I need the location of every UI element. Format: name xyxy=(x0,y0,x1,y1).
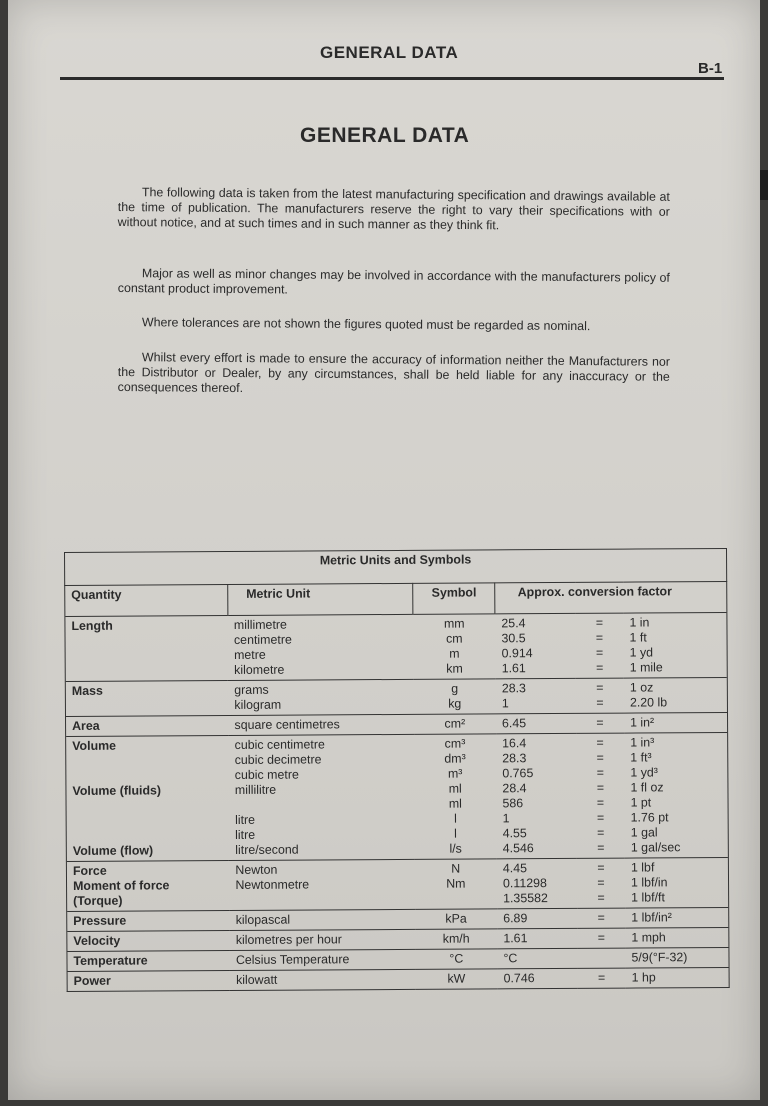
page-number: B-1 xyxy=(698,60,723,77)
imperial-unit-line: 1 lbf/ft xyxy=(631,890,665,905)
metric-unit-cell xyxy=(228,679,413,715)
symbol-line: kg xyxy=(448,696,462,711)
conversion-value-cell xyxy=(497,858,577,908)
metric-unit-cell xyxy=(230,929,415,950)
metric-unit-line: cubic metre xyxy=(234,767,299,782)
imperial-unit-line: 1 ft xyxy=(629,630,647,645)
equals-line: = xyxy=(597,825,605,840)
metric-unit-line: kilogram xyxy=(234,697,282,712)
metric-unit-line: metre xyxy=(234,647,266,662)
imperial-unit-line: 1 hp xyxy=(631,970,656,985)
quantity-line: Pressure xyxy=(73,913,127,928)
imperial-unit-line: 1.76 pt xyxy=(630,810,669,825)
symbol-line: ml xyxy=(448,796,462,811)
metric-unit-line: cubic centimetre xyxy=(234,737,325,752)
paragraph-intro: The following data is taken from the latest manufacturing specification and drawings available at the time of publication. The manufacturers reserve the right to vary their specifications with or without notice, and at such times and in such manner as they think fit. xyxy=(117,185,670,233)
quantity-line xyxy=(73,798,224,814)
equals-line: = xyxy=(596,765,605,780)
equals-line: = xyxy=(596,660,604,675)
symbol-line: ml xyxy=(448,781,462,796)
quantity-cell xyxy=(65,680,228,716)
imperial-unit-cell xyxy=(624,732,728,858)
conversion-value-line: 586 xyxy=(502,796,524,811)
imperial-unit-cell xyxy=(625,907,729,928)
symbol-line: m³ xyxy=(447,766,463,781)
quantity-cell xyxy=(66,735,230,861)
equals-line: = xyxy=(595,615,604,630)
symbol-cell xyxy=(415,909,497,930)
imperial-unit-line: 1 yd³ xyxy=(630,765,658,780)
conversion-value-line: 28.4 xyxy=(502,781,527,796)
conversion-value-cell xyxy=(496,713,576,733)
conversion-value-line: 0.11298 xyxy=(502,876,547,891)
header-symbol: Symbol xyxy=(413,583,496,615)
imperial-unit-line: 1 in² xyxy=(630,715,655,730)
equals-line: = xyxy=(597,930,606,945)
paragraph-liability: Whilst every effort is made to ensure the accuracy of information neither the Manufacturers nor the Distributor or Dealer, by any circumstances, shall be held liable for any inaccuracy or the consequences thereof. xyxy=(117,350,670,396)
equals-cell xyxy=(576,733,625,858)
imperial-unit-line: 1 oz xyxy=(629,680,654,695)
imperial-unit-line: 1 in xyxy=(629,615,650,630)
conversion-value-cell xyxy=(497,948,577,968)
quantity-line: Mass xyxy=(71,683,103,698)
symbol-cell xyxy=(415,949,497,970)
quantity-line xyxy=(72,648,223,664)
imperial-unit-line: 1 fl oz xyxy=(630,780,664,795)
quantity-cell xyxy=(67,910,230,931)
imperial-unit-line: 1 lbf/in xyxy=(630,875,668,890)
symbol-line: g xyxy=(451,681,459,696)
table-row xyxy=(65,677,727,716)
header-metric-unit: Metric Unit xyxy=(228,583,413,615)
metric-unit-line: grams xyxy=(234,682,269,697)
metric-unit-line: millimetre xyxy=(233,617,287,632)
symbol-cell xyxy=(415,929,497,950)
symbol-line: km xyxy=(446,661,463,676)
metric-units-table xyxy=(64,548,730,992)
quantity-line: Power xyxy=(73,973,111,988)
conversion-value-line: 4.546 xyxy=(502,841,534,856)
equals-line: = xyxy=(597,875,605,890)
equals-cell xyxy=(578,968,626,988)
quantity-cell xyxy=(66,860,229,911)
quantity-line: Length xyxy=(71,618,113,633)
conversion-value-line: 28.3 xyxy=(502,751,527,766)
page-title: GENERAL DATA xyxy=(300,124,470,147)
quantity-line: Force xyxy=(72,863,107,878)
conversion-value-line: 0.914 xyxy=(501,646,533,661)
metric-unit-line xyxy=(236,892,409,908)
symbol-cell xyxy=(414,714,496,735)
metric-unit-line: litre xyxy=(235,827,256,842)
metric-unit-line: millilitre xyxy=(234,782,277,797)
symbol-line: cm xyxy=(446,631,463,646)
header-rule xyxy=(60,77,724,80)
conversion-value-cell xyxy=(496,678,576,713)
paragraph-tolerances: Where tolerances are not shown the figures quoted must be regarded as nominal. xyxy=(141,315,591,334)
conversion-value-cell xyxy=(498,968,578,988)
imperial-unit-cell xyxy=(625,947,729,968)
table-caption-row xyxy=(65,548,727,585)
conversion-value-line: 16.4 xyxy=(502,736,527,751)
table-row xyxy=(66,857,728,911)
conversion-value-line: 1.35582 xyxy=(503,891,548,906)
symbol-line xyxy=(421,891,491,906)
quantity-line: Volume (flow) xyxy=(72,843,154,858)
symbol-line: km/h xyxy=(442,931,470,946)
imperial-unit-line: 1 lbf xyxy=(630,860,655,875)
conversion-value-line: 4.55 xyxy=(502,826,527,841)
imperial-unit-line: 1 lbf/in² xyxy=(631,910,672,925)
metric-unit-line xyxy=(235,797,408,813)
metric-unit-line: kilowatt xyxy=(235,972,278,987)
imperial-unit-cell xyxy=(623,612,727,678)
symbol-line: N xyxy=(451,861,461,876)
equals-cell xyxy=(576,678,624,713)
metric-unit-line: kilopascal xyxy=(235,912,291,927)
equals-cell xyxy=(575,613,623,678)
equals-line: = xyxy=(597,840,605,855)
paragraph-changes: Major as well as minor changes may be involved in accordance with the manufacturers policy of constant product improvement. xyxy=(117,266,670,297)
quantity-line xyxy=(72,663,223,679)
conversion-value-line: 25.4 xyxy=(501,616,526,631)
quantity-line xyxy=(72,753,223,769)
equals-line: = xyxy=(596,810,605,825)
imperial-unit-cell xyxy=(625,927,729,948)
metric-unit-cell xyxy=(228,714,413,735)
symbol-line: kW xyxy=(447,971,466,986)
metric-unit-line: kilometre xyxy=(234,662,285,677)
conversion-value-cell xyxy=(497,928,577,948)
quantity-cell xyxy=(66,715,229,736)
metric-unit-cell xyxy=(230,969,415,990)
equals-cell xyxy=(577,858,625,908)
imperial-unit-cell xyxy=(624,712,728,733)
quantity-line xyxy=(72,633,223,649)
quantity-line: Volume xyxy=(72,738,117,753)
symbol-line: l xyxy=(453,811,457,826)
metric-unit-cell xyxy=(228,614,414,680)
metric-unit-cell xyxy=(229,859,415,910)
quantity-line xyxy=(73,828,224,844)
metric-unit-line: Newtonmetre xyxy=(235,877,310,892)
equals-line: = xyxy=(596,795,605,810)
conversion-value-line: 28.3 xyxy=(501,681,526,696)
conversion-value-cell xyxy=(497,908,577,928)
quantity-line: Moment of force xyxy=(72,878,170,893)
symbol-line: mm xyxy=(443,616,465,631)
table-row xyxy=(65,612,727,681)
imperial-unit-line: 1 pt xyxy=(630,795,652,810)
conversion-value-line: 0.746 xyxy=(503,971,535,986)
conversion-value-cell xyxy=(496,733,577,858)
quantity-line: Volume (fluids) xyxy=(72,783,162,798)
equals-line: = xyxy=(596,780,605,795)
symbol-line: m xyxy=(449,646,460,661)
running-header-title: GENERAL DATA xyxy=(320,43,459,62)
conversion-value-line: 1 xyxy=(502,811,510,826)
header-quantity: Quantity xyxy=(65,585,228,617)
quantity-line xyxy=(73,813,224,829)
equals-line: = xyxy=(597,890,605,905)
quantity-line: Temperature xyxy=(73,953,148,968)
metric-unit-cell xyxy=(230,949,415,970)
document-page xyxy=(8,0,760,1100)
quantity-cell xyxy=(67,930,230,951)
metric-unit-line: litre xyxy=(235,812,256,827)
equals-line: = xyxy=(596,735,604,750)
metric-unit-line: litre/second xyxy=(235,842,299,857)
conversion-value-line: 0.765 xyxy=(502,766,534,781)
conversion-value-cell xyxy=(495,613,575,678)
equals-line: = xyxy=(596,715,604,730)
conversion-value-line: 30.5 xyxy=(501,631,526,646)
metric-unit-line: kilometres per hour xyxy=(235,932,342,947)
quantity-line: (Torque) xyxy=(73,893,123,908)
symbol-line: cm² xyxy=(444,716,466,731)
equals-cell xyxy=(577,948,625,968)
header-conversion-factor: Approx. conversion factor xyxy=(495,581,727,613)
quantity-line: Area xyxy=(72,718,100,733)
imperial-unit-line: 1 gal xyxy=(630,825,658,840)
section-tab-marker xyxy=(760,170,768,200)
quantity-line: Velocity xyxy=(73,933,121,948)
quantity-cell xyxy=(67,970,230,991)
quantity-cell xyxy=(65,616,228,682)
conversion-value-line: 1.61 xyxy=(501,661,526,676)
table-caption: Metric Units and Symbols xyxy=(65,548,727,585)
symbol-cell xyxy=(413,614,496,680)
conversion-value-line: 6.89 xyxy=(503,911,528,926)
symbol-cell xyxy=(415,859,498,910)
equals-cell xyxy=(576,713,624,733)
imperial-unit-line: 1 yd xyxy=(629,645,654,660)
imperial-unit-line: 1 mile xyxy=(629,660,663,675)
equals-line: = xyxy=(595,630,604,645)
equals-line: = xyxy=(596,695,604,710)
table-row xyxy=(66,732,729,861)
conversion-value-line: °C xyxy=(503,951,518,966)
symbol-line: l/s xyxy=(449,841,462,856)
equals-line: = xyxy=(595,645,604,660)
imperial-unit-line: 1 in³ xyxy=(630,735,655,750)
symbol-line: dm³ xyxy=(444,751,466,766)
equals-line: = xyxy=(596,680,604,695)
metric-unit-line: Newton xyxy=(235,862,278,877)
equals-line: = xyxy=(596,750,604,765)
symbol-line: Nm xyxy=(446,876,466,891)
equals-line: = xyxy=(597,970,606,985)
conversion-value-line: 4.45 xyxy=(502,861,528,876)
imperial-unit-line: 5/9(°F-32) xyxy=(631,950,688,965)
imperial-unit-cell xyxy=(626,967,730,988)
symbol-line: °C xyxy=(449,951,464,966)
imperial-unit-line: 1 gal/sec xyxy=(630,840,681,855)
imperial-unit-cell xyxy=(625,857,729,908)
metric-unit-line: centimetre xyxy=(233,632,292,647)
conversion-value-line: 1.61 xyxy=(503,931,528,946)
equals-cell xyxy=(577,928,625,948)
imperial-unit-cell xyxy=(624,677,728,713)
symbol-cell xyxy=(414,734,497,860)
conversion-value-line: 1 xyxy=(501,696,509,711)
imperial-unit-line: 1 ft³ xyxy=(630,750,652,765)
symbol-line: l xyxy=(454,826,457,841)
equals-line: = xyxy=(597,860,605,875)
metric-unit-cell xyxy=(229,734,415,860)
symbol-line: cm³ xyxy=(444,736,466,751)
metric-unit-line: Celsius Temperature xyxy=(235,952,350,967)
metric-unit-cell xyxy=(230,909,415,930)
metric-unit-line: square centimetres xyxy=(234,717,340,732)
quantity-cell xyxy=(67,950,230,971)
quantity-line xyxy=(72,698,223,714)
table-row xyxy=(67,967,729,991)
imperial-unit-line: 1 mph xyxy=(631,930,666,945)
table-header-row xyxy=(65,581,727,616)
conversion-value-line: 6.45 xyxy=(501,716,527,731)
symbol-cell xyxy=(415,969,497,990)
metric-unit-line: cubic decimetre xyxy=(234,752,322,767)
quantity-line xyxy=(72,768,223,784)
equals-cell xyxy=(577,908,625,928)
symbol-line: kPa xyxy=(445,911,467,926)
equals-line: = xyxy=(597,910,605,925)
imperial-unit-line: 2.20 lb xyxy=(629,695,668,710)
symbol-cell xyxy=(413,679,496,715)
equals-line xyxy=(583,951,619,966)
